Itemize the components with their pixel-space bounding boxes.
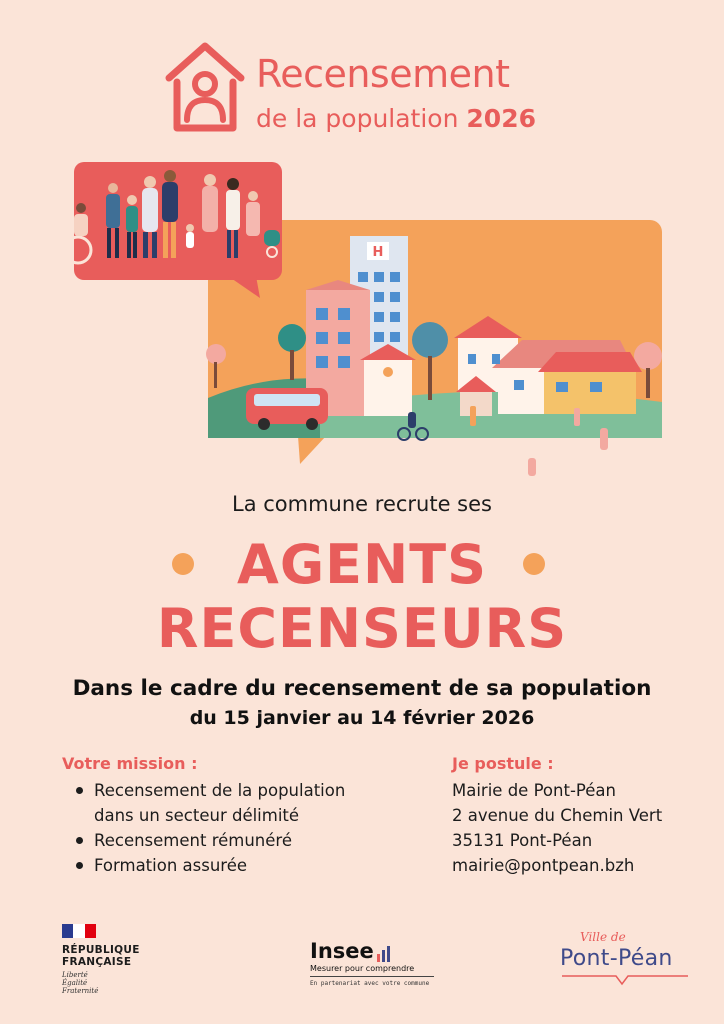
mission-item-continuation: dans un secteur délimité: [94, 806, 300, 825]
context-line: Dans le cadre du recensement de sa population: [72, 676, 652, 701]
ville-wave-icon: [560, 972, 690, 986]
census-house-person-icon: [163, 40, 247, 138]
headline-recenseurs: RECENSEURS: [156, 597, 568, 660]
insee-logo: [310, 940, 440, 992]
rf-name-line2: FRANÇAISE: [62, 956, 132, 968]
apply-line-city: 35131 Pont-Péan: [452, 831, 593, 850]
mission-item: Recensement de la population: [72, 778, 345, 803]
apply-line-mairie: Mairie de Pont-Péan: [452, 781, 616, 800]
apply-line-street: 2 avenue du Chemin Vert: [452, 806, 663, 825]
french-flag-icon: [62, 924, 96, 938]
rf-motto-egalite: Égalité: [62, 979, 88, 987]
headline-agents: AGENTS: [237, 533, 487, 596]
mission-item: Recensement rémunéré: [72, 828, 345, 853]
title-population: [256, 104, 536, 134]
mission-item: Formation assurée: [72, 853, 345, 878]
insee-divider: [310, 976, 434, 977]
svg-text:H: H: [372, 245, 384, 260]
subtitle-text: de la population: [256, 104, 459, 133]
rf-motto-fraternite: Fraternité: [62, 987, 99, 995]
republique-francaise-logo: [62, 924, 162, 996]
ville-name: Pont-Péan: [560, 946, 673, 971]
dates-line: du 15 janvier au 14 février 2026: [189, 707, 535, 729]
ville-pont-pean-logo: [560, 930, 700, 1000]
rf-name-line1: RÉPUBLIQUE: [62, 944, 140, 956]
mission-list: [72, 778, 345, 878]
rf-motto-liberte: Liberté: [62, 971, 88, 979]
insee-bars-icon: [377, 946, 390, 962]
ville-label: Ville de: [580, 930, 626, 944]
apply-address: [452, 778, 662, 878]
subtitle-year: 2026: [466, 104, 536, 133]
title-recensement: Recensement: [256, 52, 510, 96]
insee-name: Insee: [310, 939, 374, 963]
census-illustration: [60, 158, 680, 478]
apply-line-email[interactable]: mairie@pontpean.bzh: [452, 856, 635, 875]
lead-text: La commune recrute ses: [232, 492, 492, 516]
insee-tagline: Mesurer pour comprendre: [310, 964, 415, 973]
insee-partner: En partenariat avec votre commune: [310, 980, 430, 987]
apply-title: Je postule :: [452, 754, 554, 773]
mission-title: Votre mission :: [62, 754, 198, 773]
